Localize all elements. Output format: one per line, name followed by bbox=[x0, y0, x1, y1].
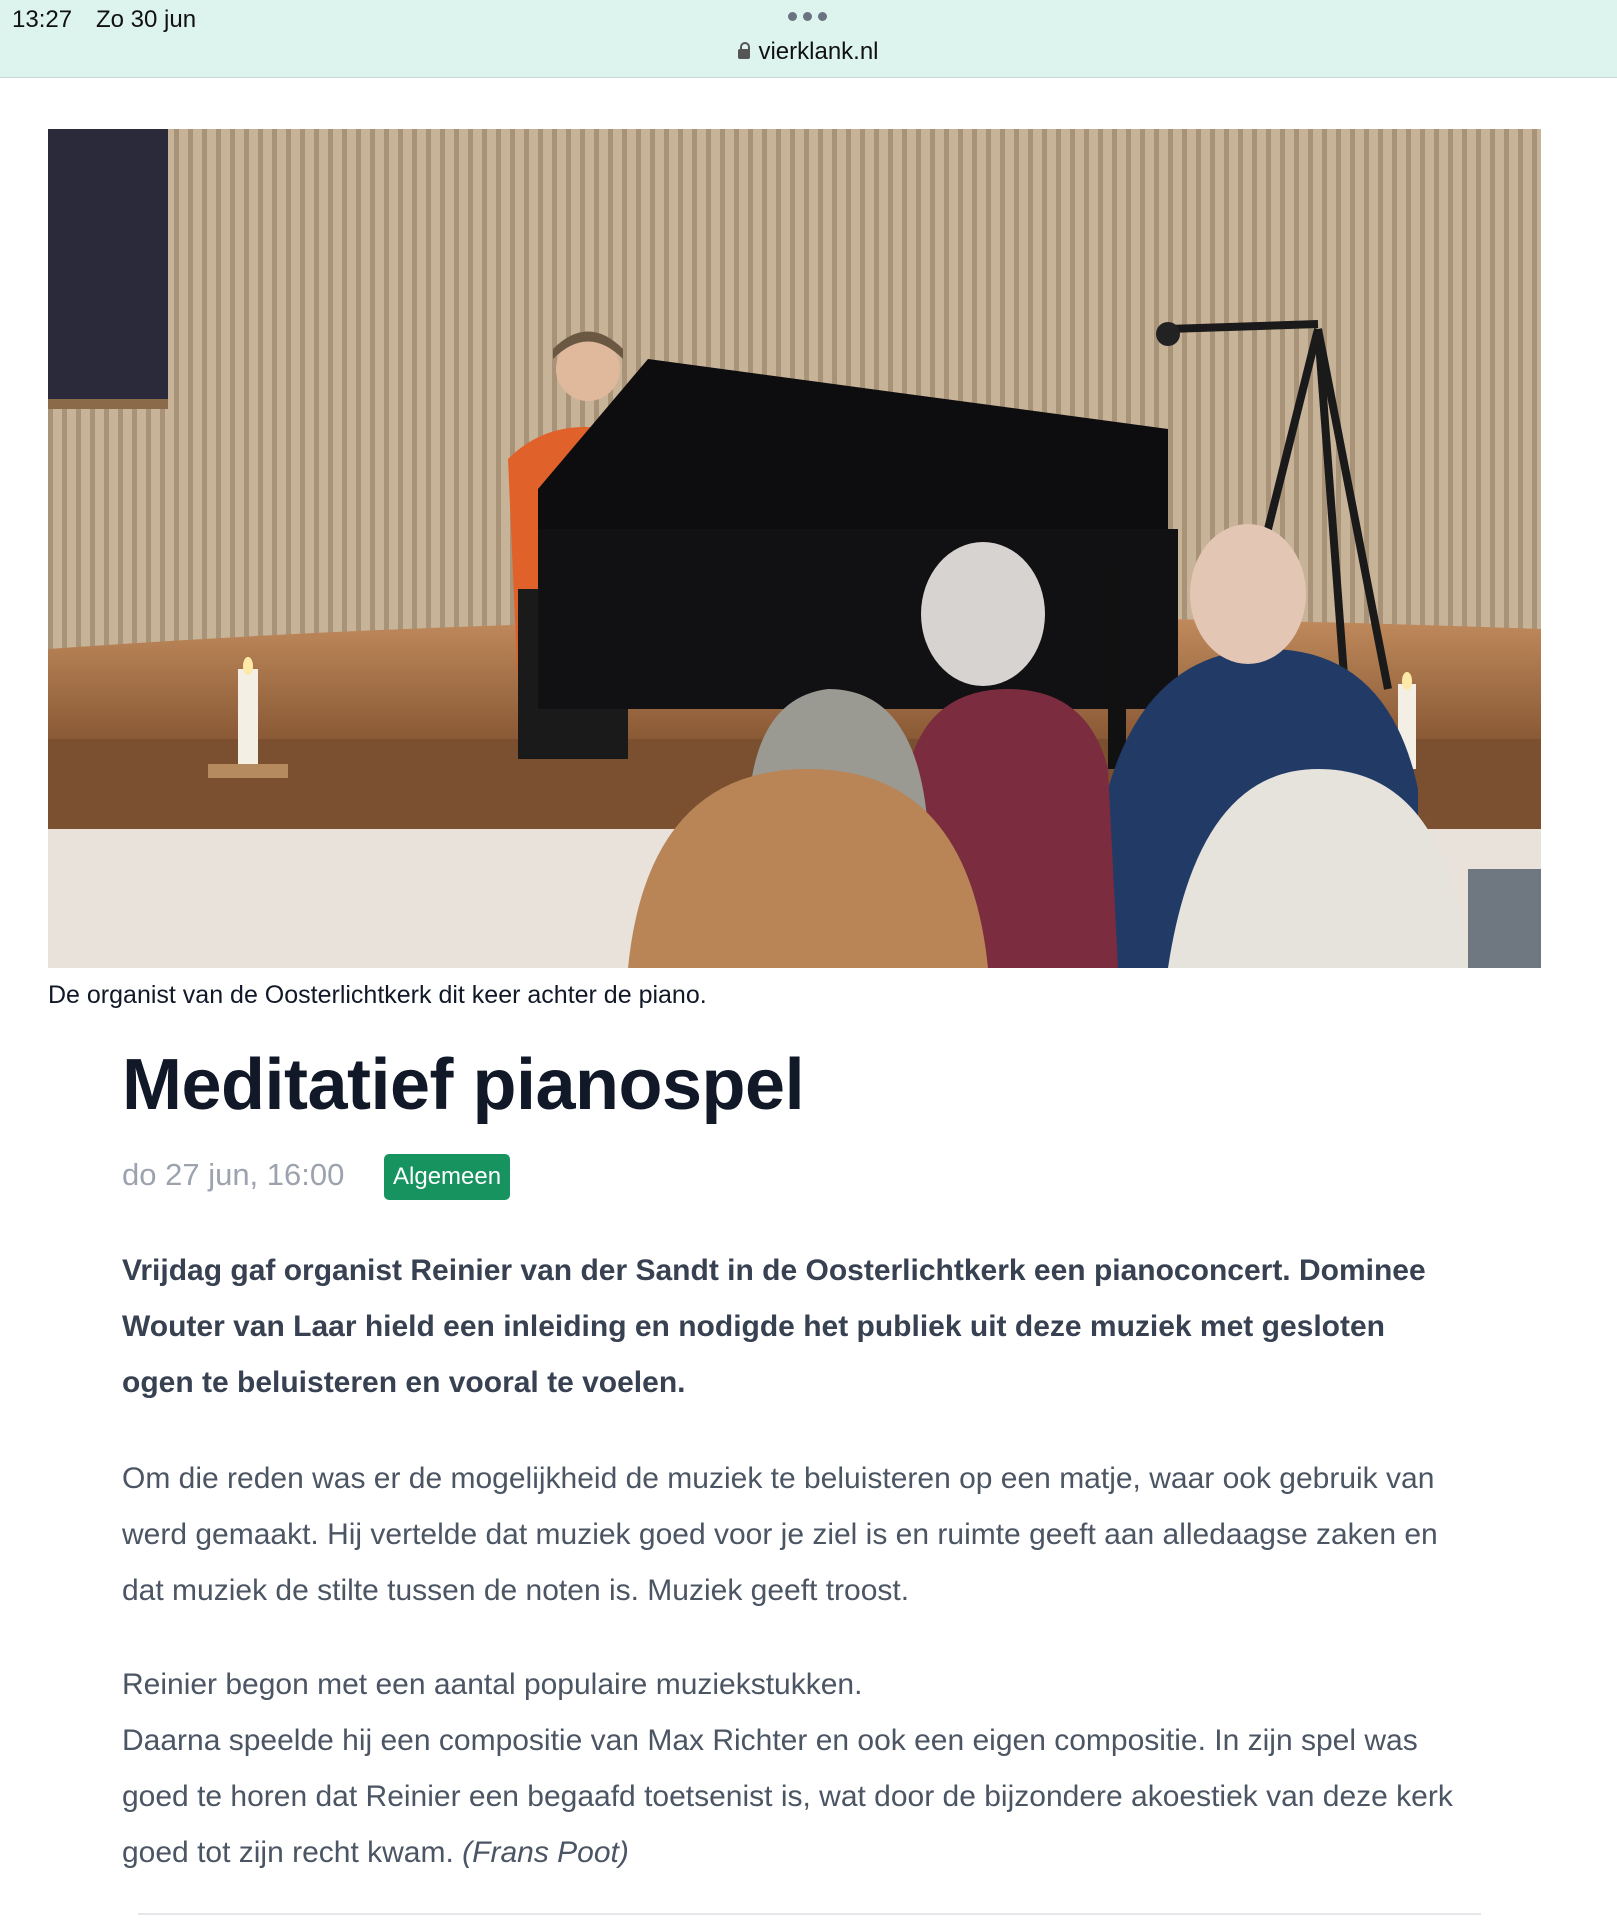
category-badge[interactable]: Algemeen bbox=[384, 1154, 510, 1200]
article-paragraph bbox=[122, 1657, 1462, 1881]
article-image bbox=[48, 129, 1541, 968]
article-lead: Vrijdag gaf organist Reinier van der Sandt in de Oosterlichtkerk een pianoconcert. Dominee Wouter van Laar hield een inleiding en nodigde het publiek uit deze muziek met gesloten ogen te beluisteren en vooral te voelen. bbox=[122, 1254, 1426, 1399]
author-credit: (Frans Poot) bbox=[462, 1836, 629, 1869]
article-paragraph: Om die reden was er de mogelijkheid de muziek te beluisteren op een matje, waar ook gebruik van werd gemaakt. Hij vertelde dat muziek goed voor je ziel is en ruimte geeft aan alledaagse zaken en dat muziek de stilte tussen de noten is. Muziek geeft troost. bbox=[122, 1462, 1438, 1607]
divider bbox=[138, 1913, 1481, 1915]
image-caption: De organist van de Oosterlichtkerk dit keer achter de piano. bbox=[48, 981, 707, 1009]
address-bar[interactable] bbox=[0, 38, 1617, 66]
url-text: vierklank.nl bbox=[758, 38, 879, 65]
paragraph-line: Reinier begon met een aantal populaire muziekstukken. bbox=[122, 1668, 863, 1701]
more-dots-icon[interactable] bbox=[788, 12, 827, 21]
article-date: do 27 jun, 16:00 bbox=[122, 1157, 345, 1192]
article-title: Meditatief pianospel bbox=[122, 1045, 805, 1125]
status-date: Zo 30 jun bbox=[96, 6, 197, 33]
lock-icon bbox=[738, 49, 750, 59]
status-time: 13:27 bbox=[12, 6, 73, 33]
paragraph-text: Daarna speelde hij een compositie van Max Richter en ook een eigen compositie. In zijn spel was goed te horen dat Reinier een begaafd toetsenist is, wat door de bijzondere akoestiek van deze kerk goed tot zijn recht kwam. bbox=[122, 1724, 1453, 1869]
browser-bar bbox=[0, 0, 1617, 78]
piano-concert-photo bbox=[48, 129, 1541, 968]
